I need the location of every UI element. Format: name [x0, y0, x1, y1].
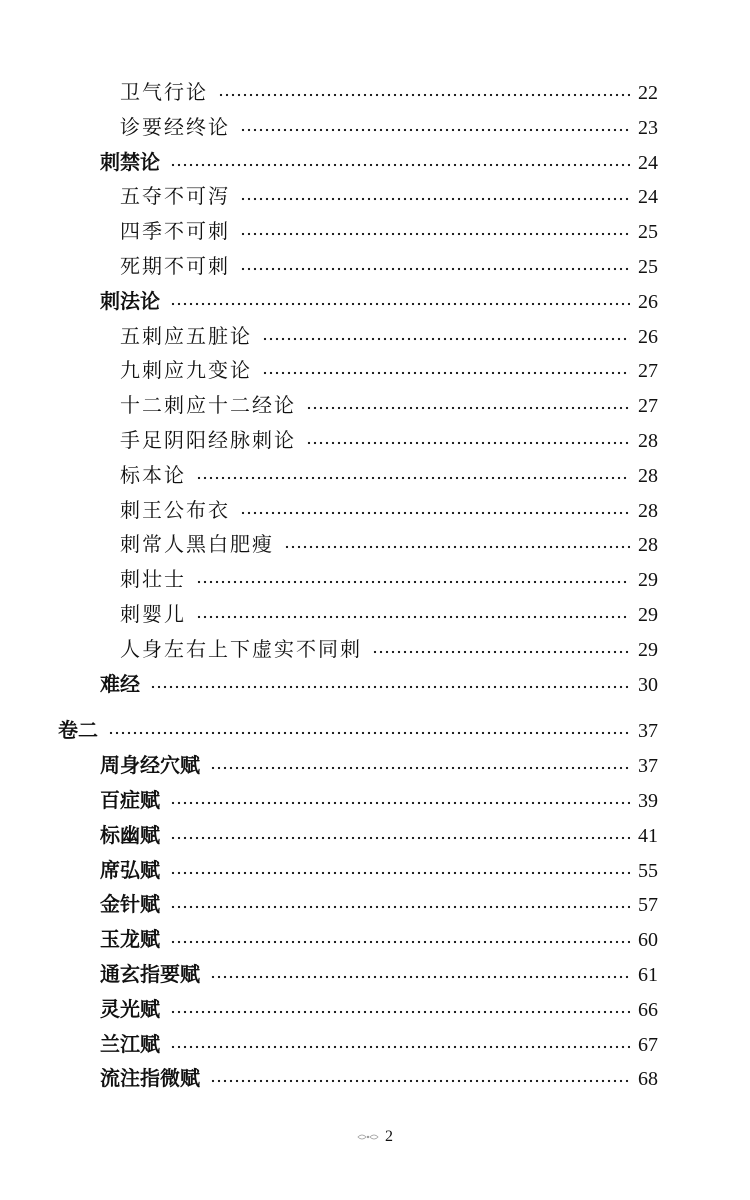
toc-entry[interactable]: [100, 922, 658, 956]
toc-entry[interactable]: [100, 887, 658, 921]
toc-entry[interactable]: [120, 214, 658, 248]
toc-entry[interactable]: [120, 249, 658, 283]
toc-entry[interactable]: [120, 632, 658, 666]
toc-entry-page: 37: [638, 720, 658, 743]
toc-entry-title: 周身经穴赋: [100, 753, 200, 778]
toc-entry-title: 人身左右上下虚实不同刺: [120, 636, 362, 661]
toc-entry[interactable]: [100, 284, 658, 318]
dot-leader: [108, 731, 630, 735]
toc-entry-page: 24: [638, 151, 658, 174]
toc-entry[interactable]: [120, 75, 658, 109]
toc-entry-title: 席弘赋: [100, 857, 160, 882]
toc-entry-page: 28: [638, 430, 658, 452]
dot-leader: [170, 302, 630, 306]
dot-leader: [306, 406, 630, 410]
dot-leader: [170, 163, 630, 167]
toc-entry-title: 兰江赋: [100, 1031, 160, 1056]
toc-entry-page: 28: [638, 464, 658, 487]
toc-entry-title: 卫气行论: [120, 80, 208, 104]
dot-leader: [210, 766, 630, 770]
toc-entry-page: 25: [638, 221, 658, 244]
toc-entry[interactable]: [100, 818, 658, 852]
toc-entry[interactable]: [120, 493, 658, 527]
toc-entry-page: 41: [638, 824, 658, 847]
page-footer: [0, 1128, 750, 1146]
toc-entry[interactable]: [100, 145, 658, 179]
dot-leader: [170, 836, 630, 840]
toc-entry-page: 30: [638, 673, 658, 696]
toc-entry-page: 57: [638, 894, 658, 917]
toc-entry-title: 玉龙赋: [100, 927, 160, 952]
dot-leader: [170, 871, 630, 875]
toc-entry-page: 61: [638, 964, 658, 986]
toc-entry-title: 刺常人黑白肥瘦: [120, 532, 274, 557]
toc-entry-page: 23: [638, 116, 658, 139]
toc-entry-page: 26: [638, 290, 658, 313]
toc-entry-title: 标幽赋: [100, 822, 160, 847]
toc-entry-title: 金针赋: [100, 892, 160, 917]
toc-entry[interactable]: [120, 597, 658, 631]
dot-leader: [196, 580, 630, 584]
toc-entry-title: 死期不可刺: [120, 254, 230, 278]
toc-entry-page: 39: [638, 790, 658, 812]
toc-entry[interactable]: [120, 319, 658, 353]
toc-entry-page: 22: [638, 82, 658, 104]
dot-leader: [240, 267, 630, 271]
dot-leader: [150, 685, 630, 689]
toc-entry-title: 诊要经终论: [120, 114, 230, 139]
toc-entry-page: 27: [638, 360, 658, 383]
toc-entry-title: 刺壮士: [120, 567, 186, 592]
toc-entry-title: 流注指微赋: [100, 1066, 200, 1091]
toc-entry-title: 四季不可刺: [120, 219, 230, 244]
dot-leader: [262, 371, 630, 375]
toc-entry[interactable]: [120, 353, 658, 387]
toc-entry[interactable]: [100, 783, 658, 817]
toc-entry-page: 67: [638, 1033, 658, 1056]
toc-entry[interactable]: [100, 667, 658, 701]
toc-entry-title: 九刺应九变论: [120, 358, 252, 383]
toc-entry-page: 24: [638, 186, 658, 209]
dot-leader: [240, 511, 630, 515]
toc-entry-title: 卷二: [58, 718, 98, 743]
ornament-icon: [357, 1133, 379, 1141]
dot-leader: [372, 650, 630, 654]
toc-entry-page: 27: [638, 395, 658, 418]
dot-leader: [170, 1045, 630, 1049]
dot-leader: [210, 975, 630, 979]
toc-entry[interactable]: [100, 1061, 658, 1095]
toc-entry-page: 25: [638, 256, 658, 278]
dot-leader: [170, 905, 630, 909]
dot-leader: [240, 197, 630, 201]
toc-entry-page: 28: [638, 534, 658, 557]
toc-entry[interactable]: [120, 388, 658, 422]
toc-entry[interactable]: [100, 748, 658, 782]
toc-entry-page: 29: [638, 604, 658, 626]
dot-leader: [170, 940, 630, 944]
toc-entry-title: 五夺不可泻: [120, 184, 230, 209]
toc-entry[interactable]: [120, 527, 658, 561]
toc-entry-title: 五刺应五脏论: [120, 323, 252, 348]
toc-entry-page: 29: [638, 569, 658, 592]
toc-entry-page: 68: [638, 1068, 658, 1091]
page-number: 2: [385, 1128, 393, 1145]
toc-entry-title: 刺王公布衣: [120, 497, 230, 522]
toc-entry-page: 37: [638, 755, 658, 778]
toc-entry[interactable]: [120, 110, 658, 144]
dot-leader: [240, 128, 630, 132]
toc-entry[interactable]: [100, 1027, 658, 1061]
dot-leader: [284, 545, 630, 549]
toc-entry-page: 55: [638, 859, 658, 882]
toc-entry[interactable]: [100, 853, 658, 887]
toc-entry-page: 66: [638, 998, 658, 1021]
toc-entry[interactable]: [120, 423, 658, 457]
toc-entry-title: 通玄指要赋: [100, 962, 200, 986]
dot-leader: [170, 1010, 630, 1014]
dot-leader: [218, 93, 630, 97]
dot-leader: [196, 476, 630, 480]
toc-entry[interactable]: [120, 458, 658, 492]
dot-leader: [240, 232, 630, 236]
dot-leader: [306, 441, 630, 445]
toc-entry-title: 标本论: [120, 462, 186, 487]
toc-entry-page: 26: [638, 325, 658, 348]
toc-entry-page: 60: [638, 929, 658, 952]
toc-entry-title: 刺婴儿: [120, 602, 186, 626]
toc-entry-title: 刺禁论: [100, 149, 160, 174]
toc-entry-title: 百症赋: [100, 788, 160, 812]
toc-entry-page: 29: [638, 638, 658, 661]
toc-entry[interactable]: [100, 957, 658, 991]
toc-entry[interactable]: [58, 713, 658, 747]
toc-entry-title: 灵光赋: [100, 996, 160, 1021]
dot-leader: [196, 615, 630, 619]
toc-entry-title: 难经: [100, 671, 140, 696]
toc-entry-page: 28: [638, 499, 658, 522]
toc-entry[interactable]: [120, 179, 658, 213]
toc-entry[interactable]: [100, 992, 658, 1026]
toc-entry-title: 手足阴阳经脉刺论: [120, 428, 296, 452]
toc-entry-title: 刺法论: [100, 288, 160, 313]
toc-entry[interactable]: [120, 562, 658, 596]
toc-entry-title: 十二刺应十二经论: [120, 393, 296, 418]
dot-leader: [170, 801, 630, 805]
dot-leader: [210, 1079, 630, 1083]
dot-leader: [262, 337, 630, 341]
